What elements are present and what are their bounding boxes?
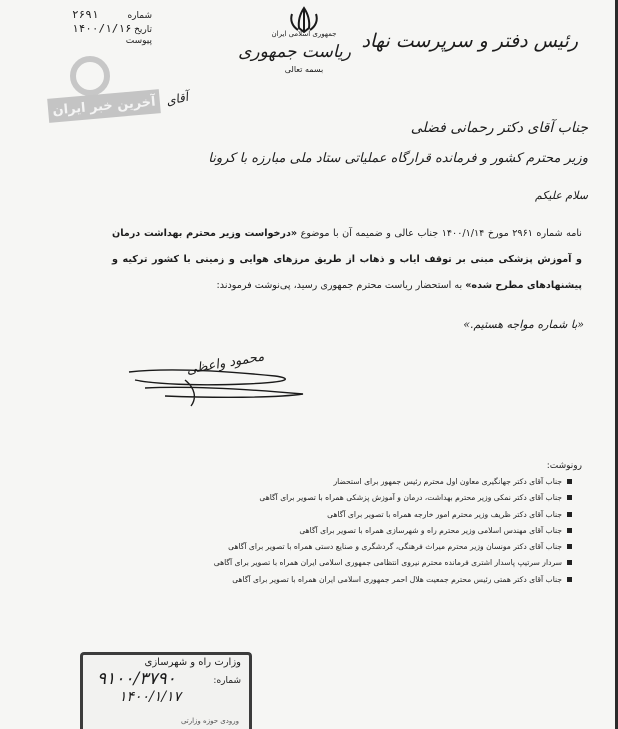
bullet-icon bbox=[567, 560, 572, 565]
copy-item: جناب آقای دکتر همتی رئیس محترم جمعیت هلال احمر جمهوری اسلامی ایران همراه با تصویر برای آگاهی bbox=[132, 572, 572, 588]
greeting: سلام علیکم bbox=[534, 189, 588, 202]
bullet-icon bbox=[567, 544, 572, 549]
office-title: رئیس دفتر و سرپرست نهاد bbox=[361, 30, 578, 52]
copy-item: جناب آقای دکتر ظریف وزیر محترم امور خارجه همراه با تصویر برای آگاهی bbox=[132, 507, 572, 523]
bismillah: بسمه تعالی bbox=[284, 65, 324, 74]
body-suffix: به استحضار ریاست محترم جمهوری رسید، پی‌نوشت فرمودند: bbox=[216, 280, 466, 291]
stamp-ministry: وزارت راه و شهرسازی bbox=[144, 657, 241, 668]
bullet-icon bbox=[567, 577, 572, 582]
stamp-number-label: شماره: bbox=[213, 676, 241, 686]
receipt-stamp bbox=[80, 652, 252, 729]
body-prefix: نامه شماره ۲۹۶۱ مورخ ۱۴۰۰/۱/۱۴ جناب عالی و ضمیمه آن با موضوع bbox=[297, 228, 582, 239]
copies-label: رونوشت: bbox=[546, 461, 582, 471]
meta-attachment-row bbox=[72, 36, 152, 50]
copies-list bbox=[132, 474, 572, 588]
letter-body bbox=[112, 221, 582, 299]
copy-item: جناب آقای مهندس اسلامی وزیر محترم راه و شهرسازی همراه با تصویر برای آگاهی bbox=[132, 523, 572, 539]
presidency-title: ریاست جمهوری bbox=[238, 42, 351, 62]
stamp-number: ۹۱۰۰/۳۷۹۰ bbox=[97, 669, 176, 689]
handwritten-note: آقای bbox=[164, 89, 190, 109]
addressee-line-2: وزیر محترم کشور و فرمانده قرارگاه عملیاتی ستاد ملی مبارزه با کرونا bbox=[208, 151, 588, 166]
meta-date-row bbox=[72, 22, 152, 36]
signature-scribble bbox=[125, 358, 305, 410]
watermark-logo bbox=[48, 56, 166, 138]
addressee-line-1: جناب آقای دکتر رحمانی فضلی bbox=[410, 120, 588, 136]
bullet-icon bbox=[567, 512, 572, 517]
meta-number-value: ۲۶۹۱ bbox=[72, 8, 99, 21]
emblem-ribbon-text: جمهوری اسلامی ایران bbox=[271, 30, 337, 38]
watermark-text: آخرین خبر ایران bbox=[47, 89, 161, 123]
meta-date-label: تاریخ bbox=[134, 25, 152, 35]
signatory-name: محمود واعظی bbox=[185, 349, 266, 378]
watermark-circle-icon bbox=[70, 56, 110, 96]
stamp-footer: ورودی حوزه وزارتی bbox=[180, 717, 239, 725]
bullet-icon bbox=[567, 528, 572, 533]
bullet-icon bbox=[567, 495, 572, 500]
meta-number-row bbox=[72, 8, 152, 22]
copy-item: سردار سرتیپ پاسدار اشتری فرمانده محترم نیروی انتظامی جمهوری اسلامی ایران همراه با تصویر برای آگاهی bbox=[132, 555, 572, 571]
body-subject: «درخواست وزیر محترم بهداشت درمان و آموزش پزشکی مبنی بر توقف ایاب و ذهاب از طریق مرزهای هوایی و زمینی با کشور ترکیه و پیشنهادهای مطرح شده» bbox=[112, 228, 582, 291]
meta-number-label: شماره bbox=[127, 11, 152, 21]
letter-meta bbox=[72, 8, 152, 50]
meta-attachment-label: پیوست bbox=[125, 36, 152, 46]
copy-item: جناب آقای دکتر جهانگیری معاون اول محترم رئیس جمهور برای استحضار bbox=[132, 474, 572, 490]
closing-note: «با شماره مواجه هستیم.» bbox=[463, 318, 584, 331]
meta-date-value: ۱۴۰۰/۱/۱۶ bbox=[72, 22, 132, 35]
stamp-date: ۱۴۰۰/۱/۱۷ bbox=[119, 689, 182, 705]
bullet-icon bbox=[567, 479, 572, 484]
copy-item: جناب آقای دکتر نمکی وزیر محترم بهداشت، درمان و آموزش پزشکی همراه با تصویر برای آگاهی bbox=[132, 490, 572, 506]
copy-item: جناب آقای دکتر مونسان وزیر محترم میراث فرهنگی، گردشگری و صنایع دستی همراه با تصویر برای آگاهی bbox=[132, 539, 572, 555]
